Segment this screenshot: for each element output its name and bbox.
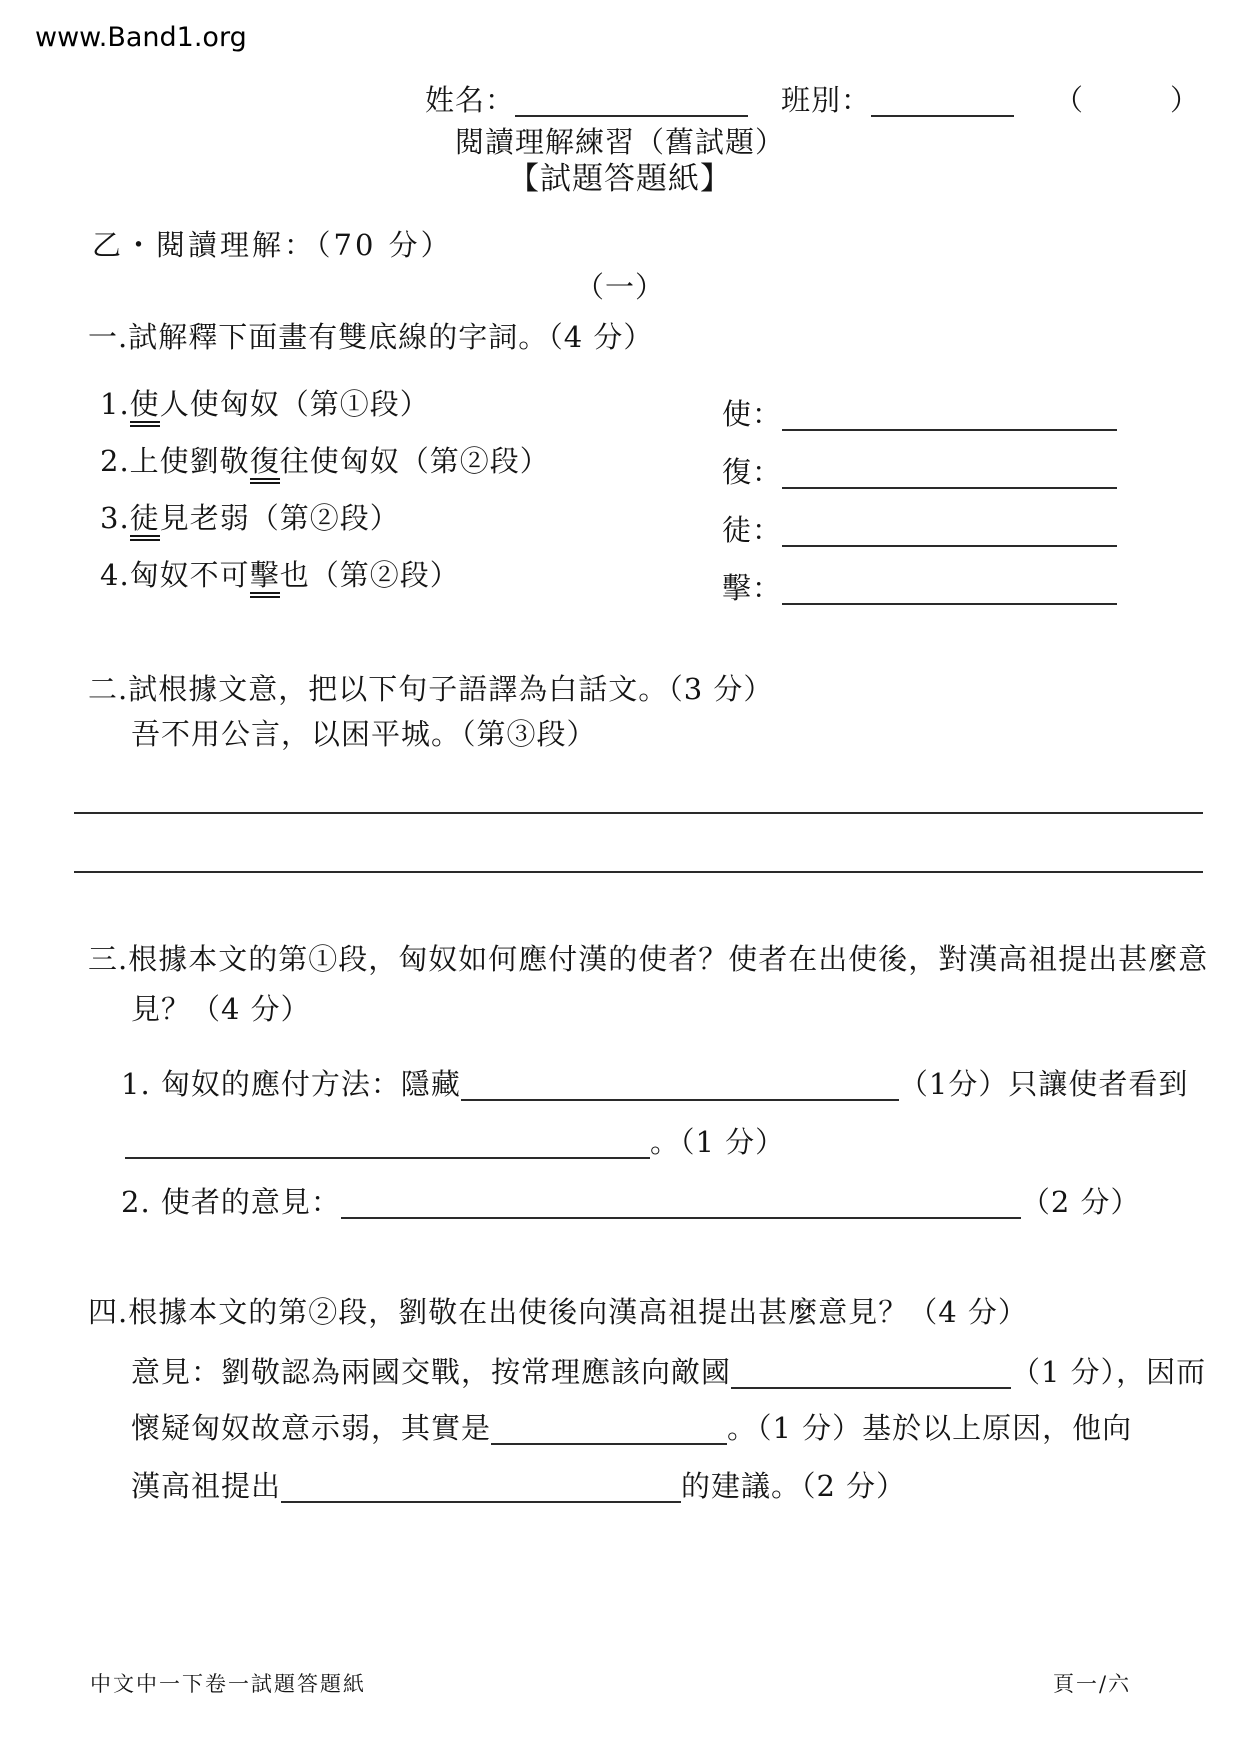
passage-number: （一） [574, 270, 665, 304]
q1-item-3-number: 3. [100, 501, 130, 535]
q1-item-4-pre: 匈奴不可 [129, 558, 250, 592]
q4-line-2-marks: 。（1 分）基於以上原因，他向 [727, 1411, 1133, 1445]
q2-answer-line-2[interactable] [74, 871, 1203, 873]
q2-sentence: 吾不用公言，以困平城。（第③段） [131, 717, 597, 751]
q1-item-4-underlined-word: 擊 [250, 558, 280, 598]
q1-answer-row-3 [722, 512, 1117, 548]
q4-line-3-blank[interactable] [281, 1472, 681, 1503]
q1-answer-label-4: 擊： [722, 571, 783, 605]
q1-item-3-post: 見老弱（第②段） [159, 501, 400, 535]
q4-line-3-pre: 漢高祖提出 [131, 1469, 282, 1503]
q1-item-3-underlined-word: 徒 [130, 501, 160, 541]
class-label: 班別： [781, 83, 872, 117]
q3-item-2-blank[interactable] [341, 1188, 1021, 1219]
q3-item-1-continued [125, 1124, 785, 1160]
q4-line-2 [131, 1410, 1132, 1446]
q1-answer-label-1: 使： [722, 397, 783, 431]
q3-title-line2: 見？（4 分） [131, 992, 311, 1026]
q3-item-2-marks: （2 分） [1020, 1185, 1141, 1219]
q4-line-1 [131, 1354, 1206, 1390]
site-watermark: www.Band1.org [35, 22, 247, 53]
q3-item-1-marks: （1分）只讓使者看到 [898, 1067, 1189, 1101]
q1-answer-row-1 [722, 396, 1117, 432]
footer-page-number: 頁一/六 [1053, 1672, 1132, 1696]
q2-answer-line-1[interactable] [74, 812, 1203, 814]
q1-item-1-post: 人使匈奴（第①段） [159, 387, 430, 421]
q1-item-1-number: 1. [100, 387, 130, 421]
q1-title: 一.試解釋下面畫有雙底線的字詞。（4 分） [88, 320, 654, 354]
name-label: 姓名： [425, 83, 516, 117]
answer-sheet-title: 【試題答題紙】 [508, 161, 732, 197]
name-blank-line[interactable] [515, 86, 748, 117]
q1-answer-blank-1[interactable] [782, 400, 1117, 431]
q1-answer-blank-3[interactable] [782, 516, 1117, 547]
q1-item-2-pre: 上使劉敬 [129, 444, 250, 478]
q1-item-2-post: 往使匈奴（第②段） [279, 444, 550, 478]
q3-item-2-pre: 2. 使者的意見： [121, 1185, 341, 1219]
header-row [425, 82, 1200, 118]
q1-answer-row-4 [722, 570, 1117, 606]
q4-title: 四.根據本文的第②段，劉敬在出使後向漢高祖提出甚麼意見？（4 分） [88, 1295, 1028, 1329]
q4-line-3-marks: 的建議。（2 分） [681, 1469, 907, 1503]
q1-answer-blank-4[interactable] [782, 574, 1117, 605]
q3-item-1 [121, 1066, 1188, 1102]
q1-answer-label-3: 徒： [722, 513, 783, 547]
q4-line-1-marks: （1 分），因而 [1011, 1355, 1207, 1389]
footer-document-title: 中文中一下卷一試題答題紙 [90, 1672, 366, 1696]
q1-item-2-underlined-word: 復 [250, 444, 280, 484]
q1-item-2 [100, 443, 550, 479]
q1-item-4 [100, 557, 460, 593]
class-number-paren-open: （ [1054, 83, 1085, 117]
q4-line-1-blank[interactable] [731, 1358, 1011, 1389]
q1-item-4-number: 4. [100, 558, 130, 592]
q3-title-line1: 三.根據本文的第①段，匈奴如何應付漢的使者？使者在出使後，對漢高祖提出甚麼意 [88, 942, 1209, 976]
q3-item-1-pre: 1. 匈奴的應付方法：隱藏 [121, 1067, 461, 1101]
q2-title: 二.試根據文意，把以下句子語譯為白話文。（3 分） [88, 672, 774, 706]
q3-item-2 [121, 1184, 1141, 1220]
q3-item-1-blank-2[interactable] [125, 1128, 650, 1159]
q4-line-2-pre: 懷疑匈奴故意示弱，其實是 [131, 1411, 492, 1445]
q4-line-3 [131, 1468, 906, 1504]
q1-item-2-number: 2. [100, 444, 130, 478]
q1-item-4-post: 也（第②段） [279, 558, 460, 592]
q4-line-2-blank[interactable] [491, 1414, 727, 1445]
class-blank-line[interactable] [871, 86, 1014, 117]
q1-item-3 [100, 500, 400, 536]
q1-item-1 [100, 386, 430, 422]
q1-item-1-underlined-word: 使 [130, 387, 160, 427]
part-heading: 乙・閱讀理解：（70 分） [92, 228, 453, 262]
q4-line-1-pre: 意見：劉敬認為兩國交戰，按常理應該向敵國 [131, 1355, 732, 1389]
q1-answer-label-2: 復： [722, 455, 783, 489]
q1-answer-blank-2[interactable] [782, 458, 1117, 489]
q1-answer-row-2 [722, 454, 1117, 490]
worksheet-title: 閱讀理解練習（舊試題） [454, 125, 785, 159]
class-number-paren-close: ） [1170, 83, 1201, 117]
q3-item-1-end-marks: 。（1 分） [650, 1125, 786, 1159]
q3-item-1-blank[interactable] [461, 1070, 899, 1101]
